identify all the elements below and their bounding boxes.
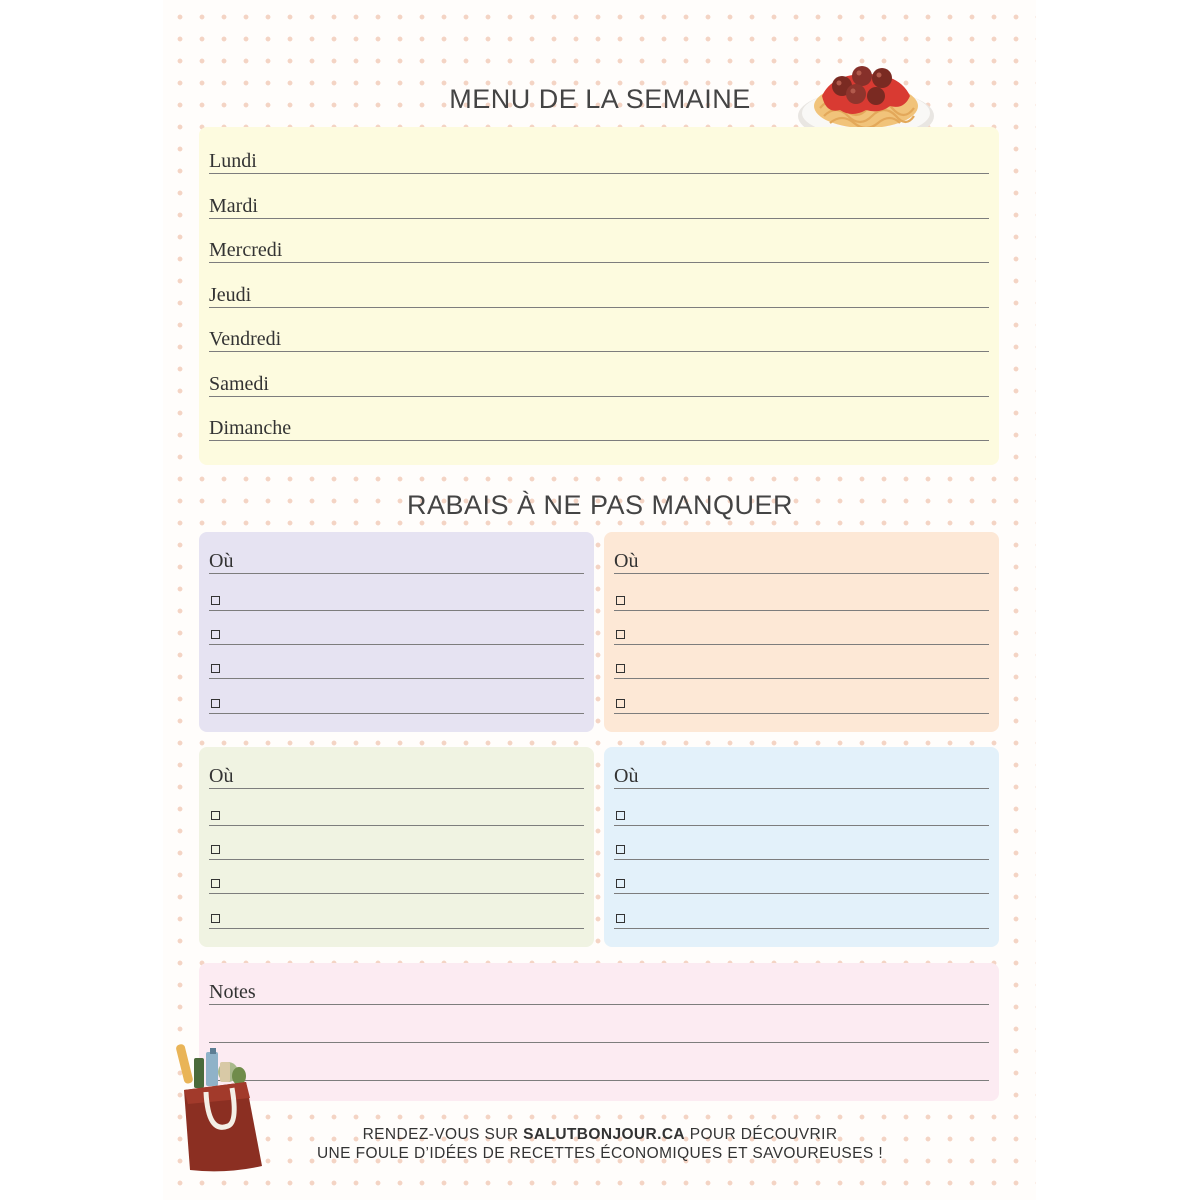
checkbox-icon[interactable] [616, 630, 625, 639]
checkbox-icon[interactable] [211, 811, 220, 820]
store-row[interactable] [614, 752, 989, 789]
notes-row[interactable] [209, 968, 989, 1005]
store-label: Où [614, 765, 639, 787]
store-label: Où [209, 765, 234, 787]
item-row[interactable] [209, 823, 584, 860]
checkbox-icon[interactable] [211, 699, 220, 708]
rabais-box [199, 532, 594, 732]
footer-line-1 [0, 1125, 1200, 1144]
footer-website-link[interactable]: SALUTBONJOUR.CA [523, 1126, 686, 1143]
item-row[interactable] [209, 677, 584, 714]
footer-line-2: UNE FOULE D’IDÉES DE RECETTES ÉCONOMIQUES ET SAVOUREUSES ! [316, 1145, 884, 1162]
day-row[interactable] [209, 360, 989, 397]
menu-title: MENU DE LA SEMAINE [449, 84, 751, 114]
checkbox-icon[interactable] [211, 914, 220, 923]
rabais-box [604, 532, 999, 732]
item-row[interactable] [614, 642, 989, 679]
checkbox-icon[interactable] [616, 879, 625, 888]
rabais-box [604, 747, 999, 947]
checkbox-icon[interactable] [616, 914, 625, 923]
day-row[interactable] [209, 137, 989, 174]
notes-box [199, 963, 999, 1101]
day-row[interactable] [209, 226, 989, 263]
item-row[interactable] [614, 677, 989, 714]
notes-line[interactable] [209, 1044, 989, 1081]
item-row[interactable] [209, 789, 584, 826]
checkbox-icon[interactable] [211, 596, 220, 605]
footer-prefix: RENDEZ-VOUS SUR [362, 1126, 524, 1143]
rabais-box [199, 747, 594, 947]
checkbox-icon[interactable] [211, 664, 220, 673]
menu-box [199, 127, 999, 465]
day-label: Lundi [209, 150, 257, 172]
store-row[interactable] [614, 537, 989, 574]
store-row[interactable] [209, 752, 584, 789]
notes-label: Notes [209, 981, 256, 1003]
item-row[interactable] [209, 892, 584, 929]
day-row[interactable] [209, 404, 989, 441]
checkbox-icon[interactable] [211, 630, 220, 639]
day-label: Samedi [209, 373, 269, 395]
checkbox-icon[interactable] [616, 596, 625, 605]
item-row[interactable] [209, 574, 584, 611]
checkbox-icon[interactable] [616, 699, 625, 708]
day-label: Mardi [209, 195, 258, 217]
checkbox-icon[interactable] [211, 845, 220, 854]
checkbox-icon[interactable] [616, 811, 625, 820]
day-row[interactable] [209, 315, 989, 352]
store-label: Où [209, 550, 234, 572]
item-row[interactable] [209, 608, 584, 645]
footer-suffix: POUR DÉCOUVRIR [685, 1126, 838, 1143]
store-row[interactable] [209, 537, 584, 574]
day-label: Mercredi [209, 239, 283, 261]
day-label: Vendredi [209, 328, 282, 350]
checkbox-icon[interactable] [211, 879, 220, 888]
item-row[interactable] [614, 857, 989, 894]
notes-line[interactable] [209, 1006, 989, 1043]
item-row[interactable] [614, 892, 989, 929]
item-row[interactable] [614, 608, 989, 645]
day-row[interactable] [209, 182, 989, 219]
checkbox-icon[interactable] [616, 845, 625, 854]
item-row[interactable] [614, 823, 989, 860]
day-row[interactable] [209, 271, 989, 308]
checkbox-icon[interactable] [616, 664, 625, 673]
day-label: Jeudi [209, 284, 252, 306]
item-row[interactable] [209, 857, 584, 894]
rabais-title: RABAIS À NE PAS MANQUER [406, 490, 794, 520]
day-label: Dimanche [209, 417, 292, 439]
item-row[interactable] [209, 642, 584, 679]
item-row[interactable] [614, 574, 989, 611]
item-row[interactable] [614, 789, 989, 826]
store-label: Où [614, 550, 639, 572]
